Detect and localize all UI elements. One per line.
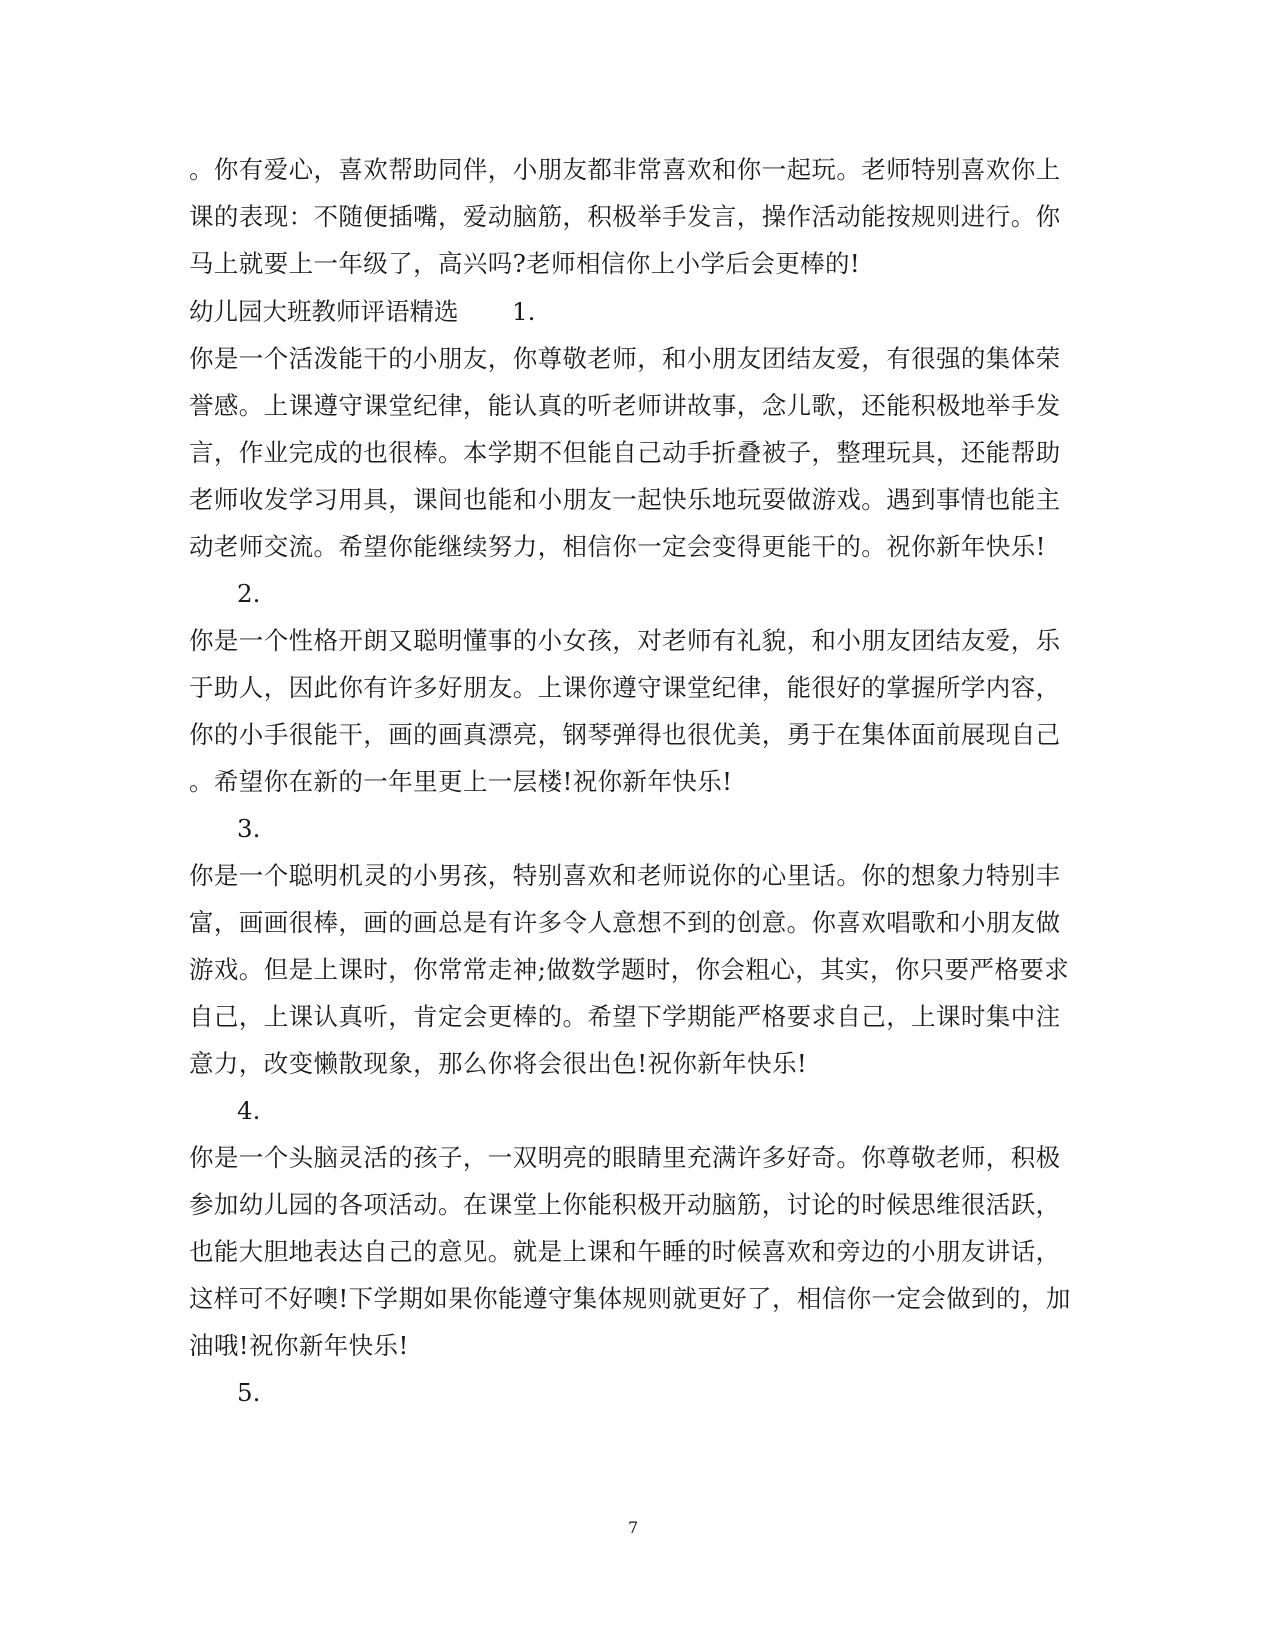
paragraph-line: 。你有爱心，喜欢帮助同伴，小朋友都非常喜欢和你一起玩。老师特别喜欢你上 (189, 155, 1061, 184)
paragraph-line: 课的表现：不随便插嘴，爱动脑筋，积极举手发言，操作活动能按规则进行。你 (189, 202, 1061, 231)
paragraph-line: 游戏。但是上课时，你常常走神;做数学题时，你会粗心，其实，你只要严格要求 (189, 955, 1070, 984)
paragraph-line: 富，画画很棒，画的画总是有许多令人意想不到的创意。你喜欢唱歌和小朋友做 (189, 908, 1061, 937)
paragraph-line: 马上就要上一年级了，高兴吗?老师相信你上小学后会更棒的! (189, 249, 861, 278)
item-number: 5. (237, 1378, 261, 1407)
paragraph-line: 这样可不好噢!下学期如果你能遵守集体规则就更好了，相信你一定会做到的，加 (189, 1284, 1071, 1313)
paragraph-line: 誉感。上课遵守课堂纪律，能认真的听老师讲故事，念儿歌，还能积极地举手发 (189, 391, 1061, 420)
paragraph-line: 参加幼儿园的各项活动。在课堂上你能积极开动脑筋，讨论的时候思维很活跃， (189, 1190, 1061, 1219)
section-heading: 幼儿园大班教师评语精选 (189, 297, 459, 326)
paragraph-line: 意力，改变懒散现象，那么你将会很出色!祝你新年快乐! (189, 1049, 808, 1078)
paragraph-line: 。希望你在新的一年里更上一层楼!祝你新年快乐! (189, 767, 733, 796)
item-number: 1. (512, 297, 536, 326)
paragraph-line: 言，作业完成的也很棒。本学期不但能自己动手折叠被子，整理玩具，还能帮助 (189, 438, 1061, 467)
paragraph-line: 你的小手很能干，画的画真漂亮，钢琴弹得也很优美，勇于在集体面前展现自己 (189, 720, 1061, 749)
item-number: 3. (237, 814, 261, 843)
item-number: 4. (237, 1096, 261, 1125)
page-number: 7 (628, 1518, 639, 1537)
paragraph-line: 自己，上课认真听，肯定会更棒的。希望下学期能严格要求自己，上课时集中注 (189, 1002, 1061, 1031)
paragraph-line: 老师收发学习用具，课间也能和小朋友一起快乐地玩耍做游戏。遇到事情也能主 (189, 485, 1061, 514)
paragraph-line: 也能大胆地表达自己的意见。就是上课和午睡的时候喜欢和旁边的小朋友讲话， (189, 1237, 1061, 1266)
paragraph-line: 你是一个头脑灵活的孩子，一双明亮的眼睛里充满许多好奇。你尊敬老师，积极 (189, 1143, 1061, 1172)
paragraph-line: 油哦!祝你新年快乐! (189, 1331, 409, 1360)
paragraph-line: 你是一个性格开朗又聪明懂事的小女孩，对老师有礼貌，和小朋友团结友爱，乐 (189, 626, 1061, 655)
paragraph-line: 于助人，因此你有许多好朋友。上课你遵守课堂纪律，能很好的掌握所学内容， (189, 673, 1061, 702)
paragraph-line: 你是一个活泼能干的小朋友，你尊敬老师，和小朋友团结友爱，有很强的集体荣 (189, 344, 1061, 373)
item-number: 2. (237, 579, 261, 608)
paragraph-line: 你是一个聪明机灵的小男孩，特别喜欢和老师说你的心里话。你的想象力特别丰 (189, 861, 1061, 890)
paragraph-line: 动老师交流。希望你能继续努力，相信你一定会变得更能干的。祝你新年快乐! (189, 532, 1046, 561)
